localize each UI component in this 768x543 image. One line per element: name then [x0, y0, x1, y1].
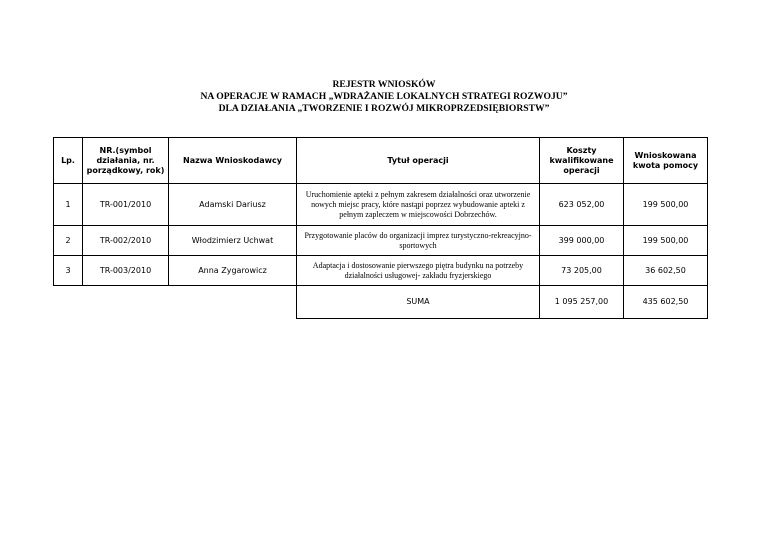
cell-nr: TR-002/2010 [83, 226, 169, 256]
blank-cell [54, 286, 83, 319]
cell-nr: TR-003/2010 [83, 256, 169, 286]
table-row [54, 226, 708, 256]
cell-lp: 3 [54, 256, 83, 286]
cell-title: Uruchomienie apteki z pełnym zakresem działalności oraz utworzenie nowych miejsc pracy, które nastąpi poprzez wybudowanie apteki z pełnym zapleczem w miejscowości Dobrzechów. [297, 184, 540, 226]
register-table [53, 137, 708, 319]
cell-amount: 199 500,00 [624, 184, 708, 226]
sum-amount: 435 602,50 [624, 286, 708, 319]
title-line-1: REJESTR WNIOSKÓW [332, 79, 436, 90]
header-name: Nazwa Wnioskodawcy [169, 138, 297, 184]
header-nr: NR.(symbol działania, nr. porządkowy, rok) [83, 138, 169, 184]
table-row [54, 184, 708, 226]
table-header-row [54, 138, 708, 184]
title-line-2: NA OPERACJE W RAMACH „WDRAŻANIE LOKALNYCH STRATEGI ROZWOJU” [200, 91, 568, 102]
cell-lp: 2 [54, 226, 83, 256]
cell-name: Włodzimierz Uchwat [169, 226, 297, 256]
cell-costs: 399 000,00 [540, 226, 624, 256]
cell-costs: 623 052,00 [540, 184, 624, 226]
blank-cell [169, 286, 297, 319]
cell-amount: 36 602,50 [624, 256, 708, 286]
header-title: Tytuł operacji [297, 138, 540, 184]
blank-cell [83, 286, 169, 319]
document-title [0, 79, 768, 115]
cell-name: Anna Zygarowicz [169, 256, 297, 286]
cell-costs: 73 205,00 [540, 256, 624, 286]
sum-costs: 1 095 257,00 [540, 286, 624, 319]
cell-lp: 1 [54, 184, 83, 226]
title-line-3: DLA DZIAŁANIA „TWORZENIE I ROZWÓJ MIKROPRZEDSIĘBIORSTW” [218, 103, 550, 114]
header-costs: Koszty kwalifikowane operacji [540, 138, 624, 184]
cell-nr: TR-001/2010 [83, 184, 169, 226]
sum-row [54, 286, 708, 319]
header-lp: Lp. [54, 138, 83, 184]
header-amount: Wnioskowana kwota pomocy [624, 138, 708, 184]
cell-name: Adamski Dariusz [169, 184, 297, 226]
sum-label: SUMA [297, 286, 540, 319]
table-row [54, 256, 708, 286]
cell-title: Przygotowanie placów do organizacji imprez turystyczno-rekreacyjno-sportowych [297, 226, 540, 256]
cell-amount: 199 500,00 [624, 226, 708, 256]
cell-title: Adaptacja i dostosowanie pierwszego piętra budynku na potrzeby działalności usługowej- zakładu fryzjerskiego [297, 256, 540, 286]
